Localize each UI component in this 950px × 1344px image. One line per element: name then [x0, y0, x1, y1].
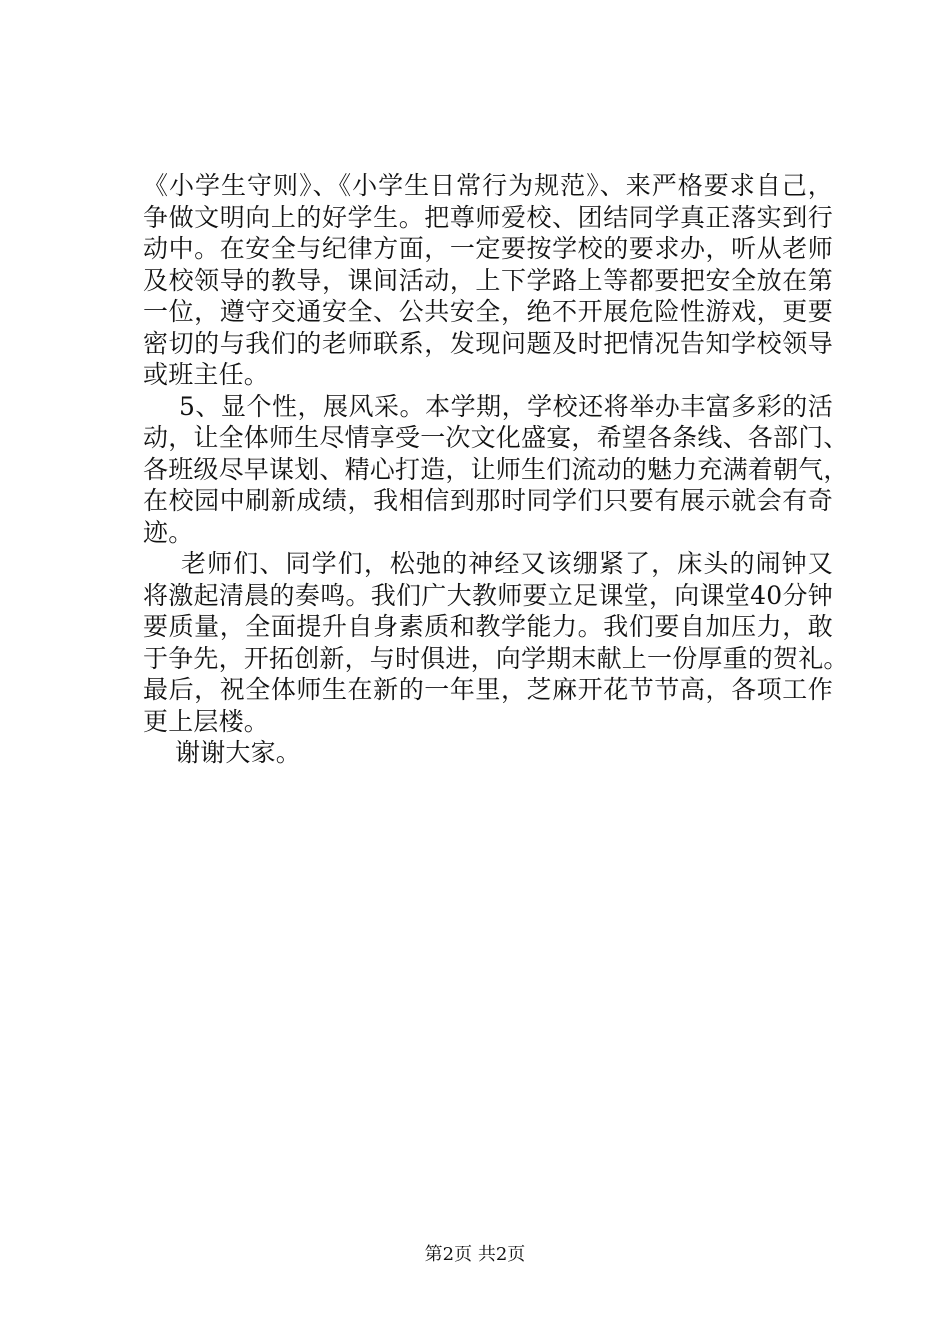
text-line: 一位，遵守交通安全、公共安全，绝不开展危险性游戏，更要 [143, 297, 833, 326]
body-text [143, 170, 849, 769]
text-line: 5、显个性，展风采。本学期，学校还将举办丰富多彩的活 [179, 391, 833, 421]
text-line: 密切的与我们的老师联系，发现问题及时把情况告知学校领导 [143, 328, 833, 358]
text-line: 迹。 [143, 517, 194, 547]
text-line: 各班级尽早谋划、精心打造，让师生们流动的魅力充满着朝气， [143, 454, 849, 484]
page-number-footer: 第2页 共2页 [424, 1244, 526, 1265]
text-line: 将激起清晨的奏鸣。我们广大教师要立足课堂，向课堂40分钟 [143, 580, 833, 610]
text-line: 老师们、同学们，松弛的神经又该绷紧了，床头的闹钟又 [181, 549, 833, 578]
text-line: 及校领导的教导，课间活动，上下学路上等都要把安全放在第 [143, 265, 833, 295]
text-line: 动，让全体师生尽情享受一次文化盛宴，希望各条线、各部门、 [143, 423, 849, 452]
text-line: 最后，祝全体师生在新的一年里，芝麻开花节节高，各项工作 [143, 675, 833, 704]
text-line: 在校园中刷新成绩，我相信到那时同学们只要有展示就会有奇 [143, 486, 833, 515]
text-line: 于争先，开拓创新，与时俱进，向学期末献上一份厚重的贺礼。 [143, 643, 849, 673]
text-line: 《小学生守则》、《小学生日常行为规范》、来严格要求自己， [143, 171, 833, 200]
text-line: 争做文明向上的好学生。把尊师爱校、团结同学真正落实到行 [143, 202, 833, 232]
text-line: 谢谢大家。 [175, 738, 302, 767]
text-line: 动中。在安全与纪律方面，一定要按学校的要求办，听从老师 [143, 234, 833, 263]
text-line: 更上层楼。 [143, 706, 270, 736]
text-line: 要质量，全面提升自身素质和教学能力。我们要自加压力，敢 [143, 612, 833, 641]
text-line: 或班主任。 [143, 360, 270, 389]
